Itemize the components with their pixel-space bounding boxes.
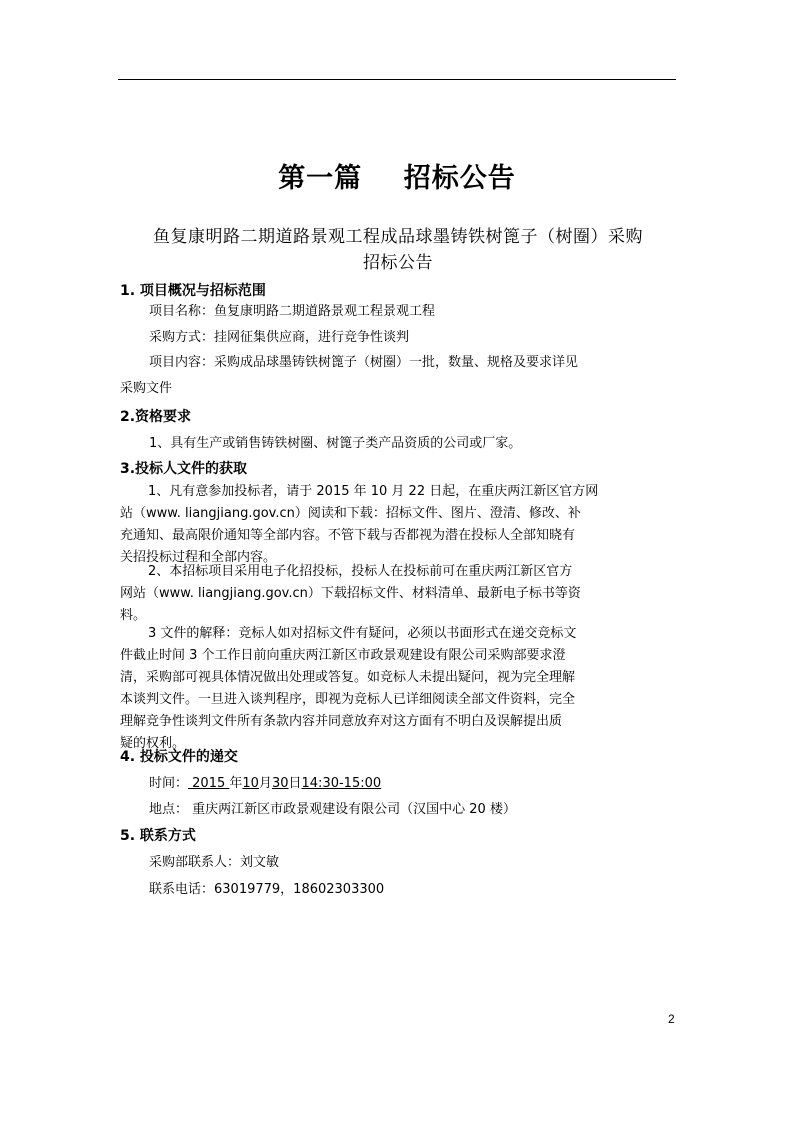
project-content-line-1: 项目内容：采购成品球墨铸铁树篦子（树圈）一批，数量、规格及要求详见 <box>149 355 579 370</box>
year-unit: 年 <box>229 776 243 791</box>
submission-time <box>149 774 381 793</box>
document-interpretation-paragraph <box>120 623 676 755</box>
page-number: 2 <box>668 1012 675 1026</box>
paragraph-line: 关招投标过程和全部内容。 <box>120 550 277 565</box>
paragraph-line: 充通知、最高限价通知等全部内容。不管下载与否都视为潜在投标人全部知晓有 <box>120 528 576 543</box>
submission-hours: 14:30-15:00 <box>301 776 382 791</box>
document-acquisition-paragraph-1 <box>120 481 676 569</box>
page-title: 第一篇 招标公告 <box>278 163 516 194</box>
project-name: 项目名称：鱼复康明路二期道路景观工程景观工程 <box>149 304 436 319</box>
project-content-line-2: 采购文件 <box>120 381 173 396</box>
day-unit: 日 <box>288 776 302 791</box>
subtitle-line-2: 招标公告 <box>363 253 433 273</box>
paragraph-line: 疑的权利。 <box>120 736 186 751</box>
submission-month: 10 <box>242 776 259 791</box>
section-1-heading: 1. 项目概况与招标范围 <box>120 283 266 299</box>
submission-day: 30 <box>271 776 289 791</box>
contact-person: 采购部联系人：刘文敏 <box>149 855 280 870</box>
notice-subtitle <box>120 224 676 276</box>
paragraph-line: 2、本招标项目采用电子化招投标，投标人在投标前可在重庆两江新区官方 <box>148 564 573 579</box>
section-3-heading: 3.投标人文件的获取 <box>120 461 248 477</box>
paragraph-line: 网站（www. liangjiang.gov.cn）下载招标文件、材料清单、最新电子标书等资 <box>120 586 581 601</box>
paragraph-line: 3 文件的解释：竞标人如对招标文件有疑问，必须以书面形式在递交竞标文 <box>148 626 577 641</box>
document-acquisition-paragraph-2 <box>120 561 676 627</box>
paragraph-line: 料。 <box>120 608 147 623</box>
paragraph-line: 件截止时间 3 个工作日前向重庆两江新区市政景观建设有限公司采购部要求澄 <box>120 648 566 663</box>
submission-year: 2015 <box>188 776 230 791</box>
submission-place: 地点： 重庆两江新区市政景观建设有限公司（汉国中心 20 楼） <box>149 802 516 817</box>
paragraph-line: 清，采购部可视具体情况做出处理或答复。如竞标人未提出疑问，视为完全理解 <box>120 670 576 685</box>
contact-phone: 联系电话：63019779，18602303300 <box>149 882 385 897</box>
qualification-item-1: 1、具有生产或销售铸铁树圈、树篦子类产品资质的公司或厂家。 <box>149 436 522 451</box>
header-rule <box>118 79 676 80</box>
month-unit: 月 <box>258 776 272 791</box>
subtitle-line-1: 鱼复康明路二期道路景观工程成品球墨铸铁树篦子（树圈）采购 <box>153 227 643 247</box>
section-2-heading: 2.资格要求 <box>120 409 192 425</box>
time-label: 时间： <box>149 776 189 791</box>
paragraph-line: 本谈判文件。一旦进入谈判程序，即视为竞标人已详细阅读全部文件资料，完全 <box>120 692 576 707</box>
section-4-heading: 4. 投标文件的递交 <box>120 749 238 765</box>
paragraph-line: 站（www. liangjiang.gov.cn）阅读和下载：招标文件、图片、澄清、修改、补 <box>120 506 581 521</box>
procurement-method: 采购方式：挂网征集供应商，进行竞争性谈判 <box>149 330 410 345</box>
paragraph-line: 1、凡有意参加投标者，请于 2015 年 10 月 22 日起，在重庆两江新区官方网 <box>148 484 599 499</box>
section-5-heading: 5. 联系方式 <box>120 828 196 844</box>
paragraph-line: 理解竞争性谈判文件所有条款内容并同意放弃对这方面有不明白及误解提出质 <box>120 714 563 729</box>
